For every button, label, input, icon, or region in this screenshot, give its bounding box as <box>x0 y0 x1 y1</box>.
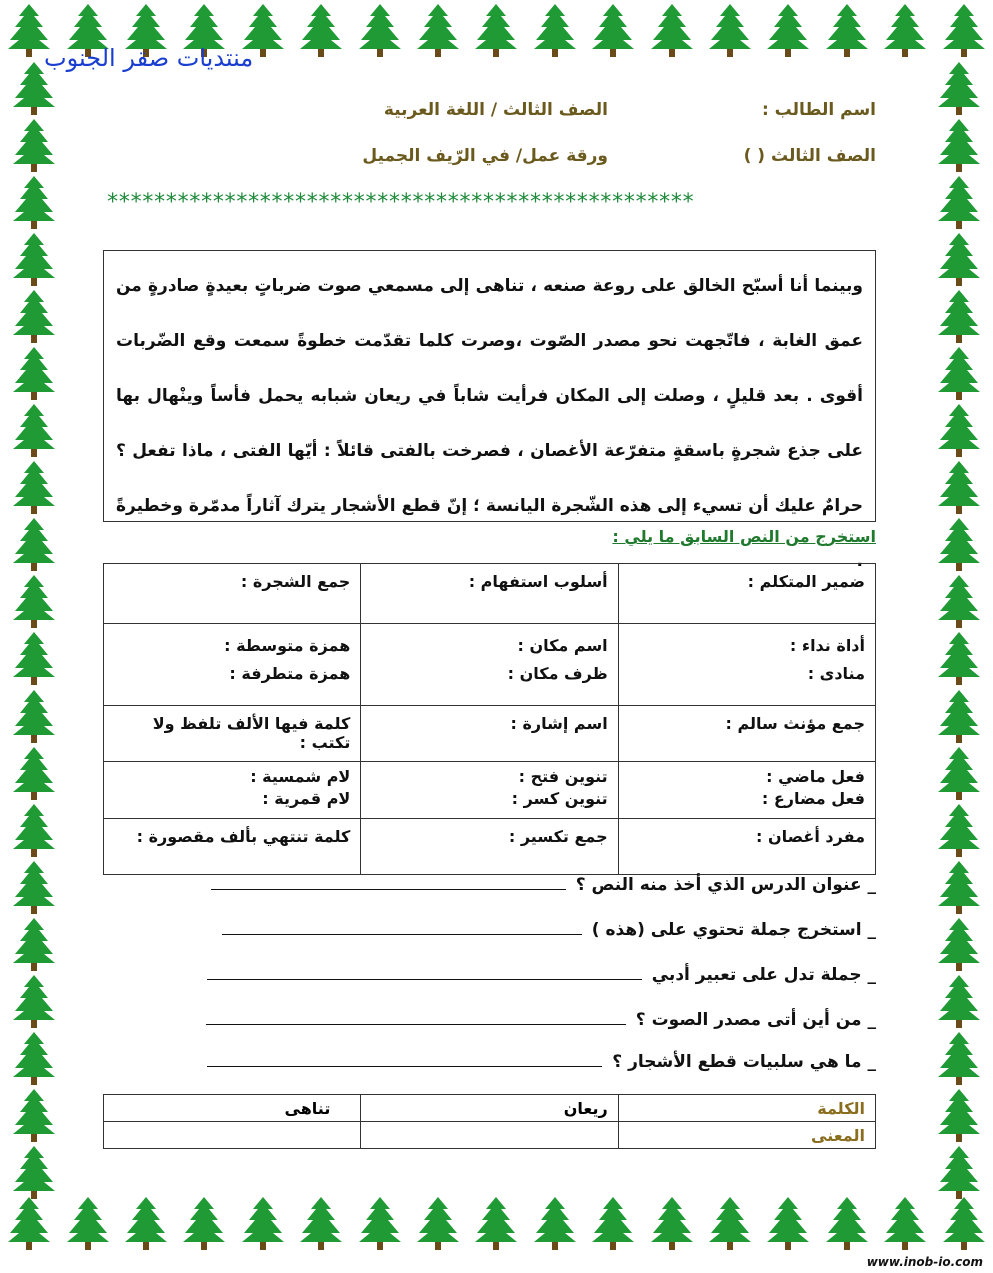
question-2-text: _ استخرج جملة تحتوي على (هذه ) <box>591 920 876 940</box>
cell-singular[interactable]: مفرد أغصان : <box>618 819 875 875</box>
class-section: الصف الثالث ( ) <box>743 146 876 166</box>
extraction-table <box>103 563 876 875</box>
pine-tree-icon <box>11 1087 57 1143</box>
pine-tree-icon <box>473 1195 519 1251</box>
pine-tree-icon <box>649 2 695 58</box>
pine-tree-icon <box>941 1195 987 1251</box>
pine-tree-icon <box>941 2 987 58</box>
watermark: منتديات صقر الجنوب <box>44 44 254 72</box>
pine-tree-icon <box>765 1195 811 1251</box>
student-name-label: اسم الطالب : <box>761 100 876 120</box>
cell-lam[interactable]: لام شمسية : لام قمرية : <box>104 762 361 819</box>
pine-tree-icon <box>473 2 519 58</box>
pine-tree-icon <box>11 345 57 401</box>
pine-tree-icon <box>936 1144 982 1200</box>
cell-question-style[interactable]: أسلوب استفهام : <box>361 564 618 624</box>
pine-tree-icon <box>298 2 344 58</box>
answer-line-3[interactable] <box>207 965 642 980</box>
cell-demonstrative[interactable]: اسم إشارة : <box>361 706 618 762</box>
pine-tree-icon <box>936 1030 982 1086</box>
right-tree-border <box>929 60 989 1200</box>
pine-tree-icon <box>936 573 982 629</box>
bottom-tree-border <box>0 1195 993 1255</box>
pine-tree-icon <box>936 688 982 744</box>
worksheet-title: ورقة عمل/ في الرّيف الجميل <box>362 146 608 166</box>
pine-tree-icon <box>11 573 57 629</box>
pine-tree-icon <box>11 688 57 744</box>
pine-tree-icon <box>936 459 982 515</box>
pine-tree-icon <box>936 916 982 972</box>
passage-text: وبينما أنا أسبّح الخالق على روعة صنعه ، تناهى إلى مسمعي صوت ضرباتٍ بعيدةٍ صادرةٍ من عمق الغابة ، فاتّجهت نحو مصدر الصّوت ،وصرت كلما تقدّمت خطوةً سمعت وقع الضّربات أقوى . بعد قليلٍ ، وصلت إلى المكان فرأيت شاباً في ريعان شبابه يحمل فأساً وينْهال بها على جذع شجرةٍ باسقةٍ متفرّعة الأغصان ، فصرخت بالفتى قائلاً : أيّها الفتى ، ماذا تفعل ؟ حرامٌ عليك أن تسيء إلى هذه الشّجرة اليانسة ؛ إنّ قطع الأشجار يترك آثاراً مدمّرة وخطيرةً . <box>116 276 863 571</box>
pine-tree-icon <box>11 459 57 515</box>
question-2 <box>222 920 876 940</box>
cell-hamza[interactable]: همزة متوسطة : همزة متطرفة : <box>104 624 361 706</box>
meaning-1-cell[interactable] <box>361 1122 618 1149</box>
pine-tree-icon <box>11 402 57 458</box>
pine-tree-icon <box>936 745 982 801</box>
pine-tree-icon <box>824 1195 870 1251</box>
pine-tree-icon <box>11 630 57 686</box>
pine-tree-icon <box>936 516 982 572</box>
site-url: www.inob-io.com <box>866 1255 983 1269</box>
pine-tree-icon <box>707 1195 753 1251</box>
cell-tanween[interactable]: تنوين فتح : تنوين كسر : <box>361 762 618 819</box>
word-2: تناهى <box>104 1095 361 1122</box>
word-label: الكلمة <box>618 1095 875 1122</box>
pine-tree-icon <box>532 2 578 58</box>
pine-tree-icon <box>11 745 57 801</box>
question-5-text: _ ما هي سلبيات قطع الأشجار ؟ <box>612 1052 876 1072</box>
pine-tree-icon <box>590 2 636 58</box>
meaning-label: المعنى <box>618 1122 875 1149</box>
pine-tree-icon <box>936 802 982 858</box>
cell-broken-plural[interactable]: جمع تكسير : <box>361 819 618 875</box>
pine-tree-icon <box>936 630 982 686</box>
question-3-text: _ جملة تدل على تعبير أدبي <box>651 965 876 985</box>
pine-tree-icon <box>11 916 57 972</box>
pine-tree-icon <box>11 516 57 572</box>
star-divider: ************************************************** <box>106 190 694 215</box>
pine-tree-icon <box>936 174 982 230</box>
question-3 <box>207 965 876 985</box>
pine-tree-icon <box>824 2 870 58</box>
pine-tree-icon <box>123 1195 169 1251</box>
pine-tree-icon <box>532 1195 578 1251</box>
cell-vocative[interactable]: أداة نداء : منادى : <box>618 624 875 706</box>
pine-tree-icon <box>11 802 57 858</box>
answer-line-2[interactable] <box>222 920 582 935</box>
pine-tree-icon <box>357 2 403 58</box>
pine-tree-icon <box>936 345 982 401</box>
pine-tree-icon <box>11 174 57 230</box>
cell-fem-plural[interactable]: جمع مؤنث سالم : <box>618 706 875 762</box>
question-4-text: _ من أين أتى مصدر الصوت ؟ <box>635 1010 876 1030</box>
pine-tree-icon <box>357 1195 403 1251</box>
cell-verbs[interactable]: فعل ماضي : فعل مضارع : <box>618 762 875 819</box>
word-1: ريعان <box>361 1095 618 1122</box>
pine-tree-icon <box>936 859 982 915</box>
question-1 <box>211 875 876 895</box>
pine-tree-icon <box>649 1195 695 1251</box>
answer-line-4[interactable] <box>206 1010 626 1025</box>
cell-alif-maqsura[interactable]: كلمة تنتهي بألف مقصورة : <box>104 819 361 875</box>
cell-speaker-pronoun[interactable]: ضمير المتكلم : <box>618 564 875 624</box>
pine-tree-icon <box>707 2 753 58</box>
pine-tree-icon <box>936 231 982 287</box>
left-tree-border <box>4 60 64 1200</box>
cell-tree-plural[interactable]: جمع الشجرة : <box>104 564 361 624</box>
pine-tree-icon <box>11 231 57 287</box>
pine-tree-icon <box>181 1195 227 1251</box>
pine-tree-icon <box>11 288 57 344</box>
pine-tree-icon <box>936 60 982 116</box>
pine-tree-icon <box>11 859 57 915</box>
pine-tree-icon <box>415 2 461 58</box>
answer-line-5[interactable] <box>207 1052 602 1067</box>
pine-tree-icon <box>936 117 982 173</box>
class-subject: الصف الثالث / اللغة العربية <box>383 100 608 120</box>
cell-place[interactable]: اسم مكان : ظرف مكان : <box>361 624 618 706</box>
pine-tree-icon <box>936 973 982 1029</box>
pine-tree-icon <box>6 1195 52 1251</box>
pine-tree-icon <box>882 1195 928 1251</box>
question-5 <box>207 1052 876 1072</box>
question-4 <box>206 1010 876 1030</box>
pine-tree-icon <box>882 2 928 58</box>
pine-tree-icon <box>240 1195 286 1251</box>
pine-tree-icon <box>11 973 57 1029</box>
pine-tree-icon <box>765 2 811 58</box>
pine-tree-icon <box>936 1087 982 1143</box>
pine-tree-icon <box>11 117 57 173</box>
meaning-2-cell[interactable] <box>104 1122 361 1149</box>
pine-tree-icon <box>65 1195 111 1251</box>
vocabulary-table <box>103 1094 876 1149</box>
pine-tree-icon <box>415 1195 461 1251</box>
pine-tree-icon <box>936 402 982 458</box>
pine-tree-icon <box>590 1195 636 1251</box>
pine-tree-icon <box>11 1144 57 1200</box>
pine-tree-icon <box>936 288 982 344</box>
pine-tree-icon <box>11 1030 57 1086</box>
cell-silent-alif[interactable]: كلمة فيها الألف تلفظ ولا تكتب : <box>104 706 361 762</box>
question-1-text: _ عنوان الدرس الذي أخذ منه النص ؟ <box>575 875 876 895</box>
pine-tree-icon <box>298 1195 344 1251</box>
extract-title: استخرج من النص السابق ما يلي : <box>612 527 876 546</box>
answer-line-1[interactable] <box>211 875 566 890</box>
